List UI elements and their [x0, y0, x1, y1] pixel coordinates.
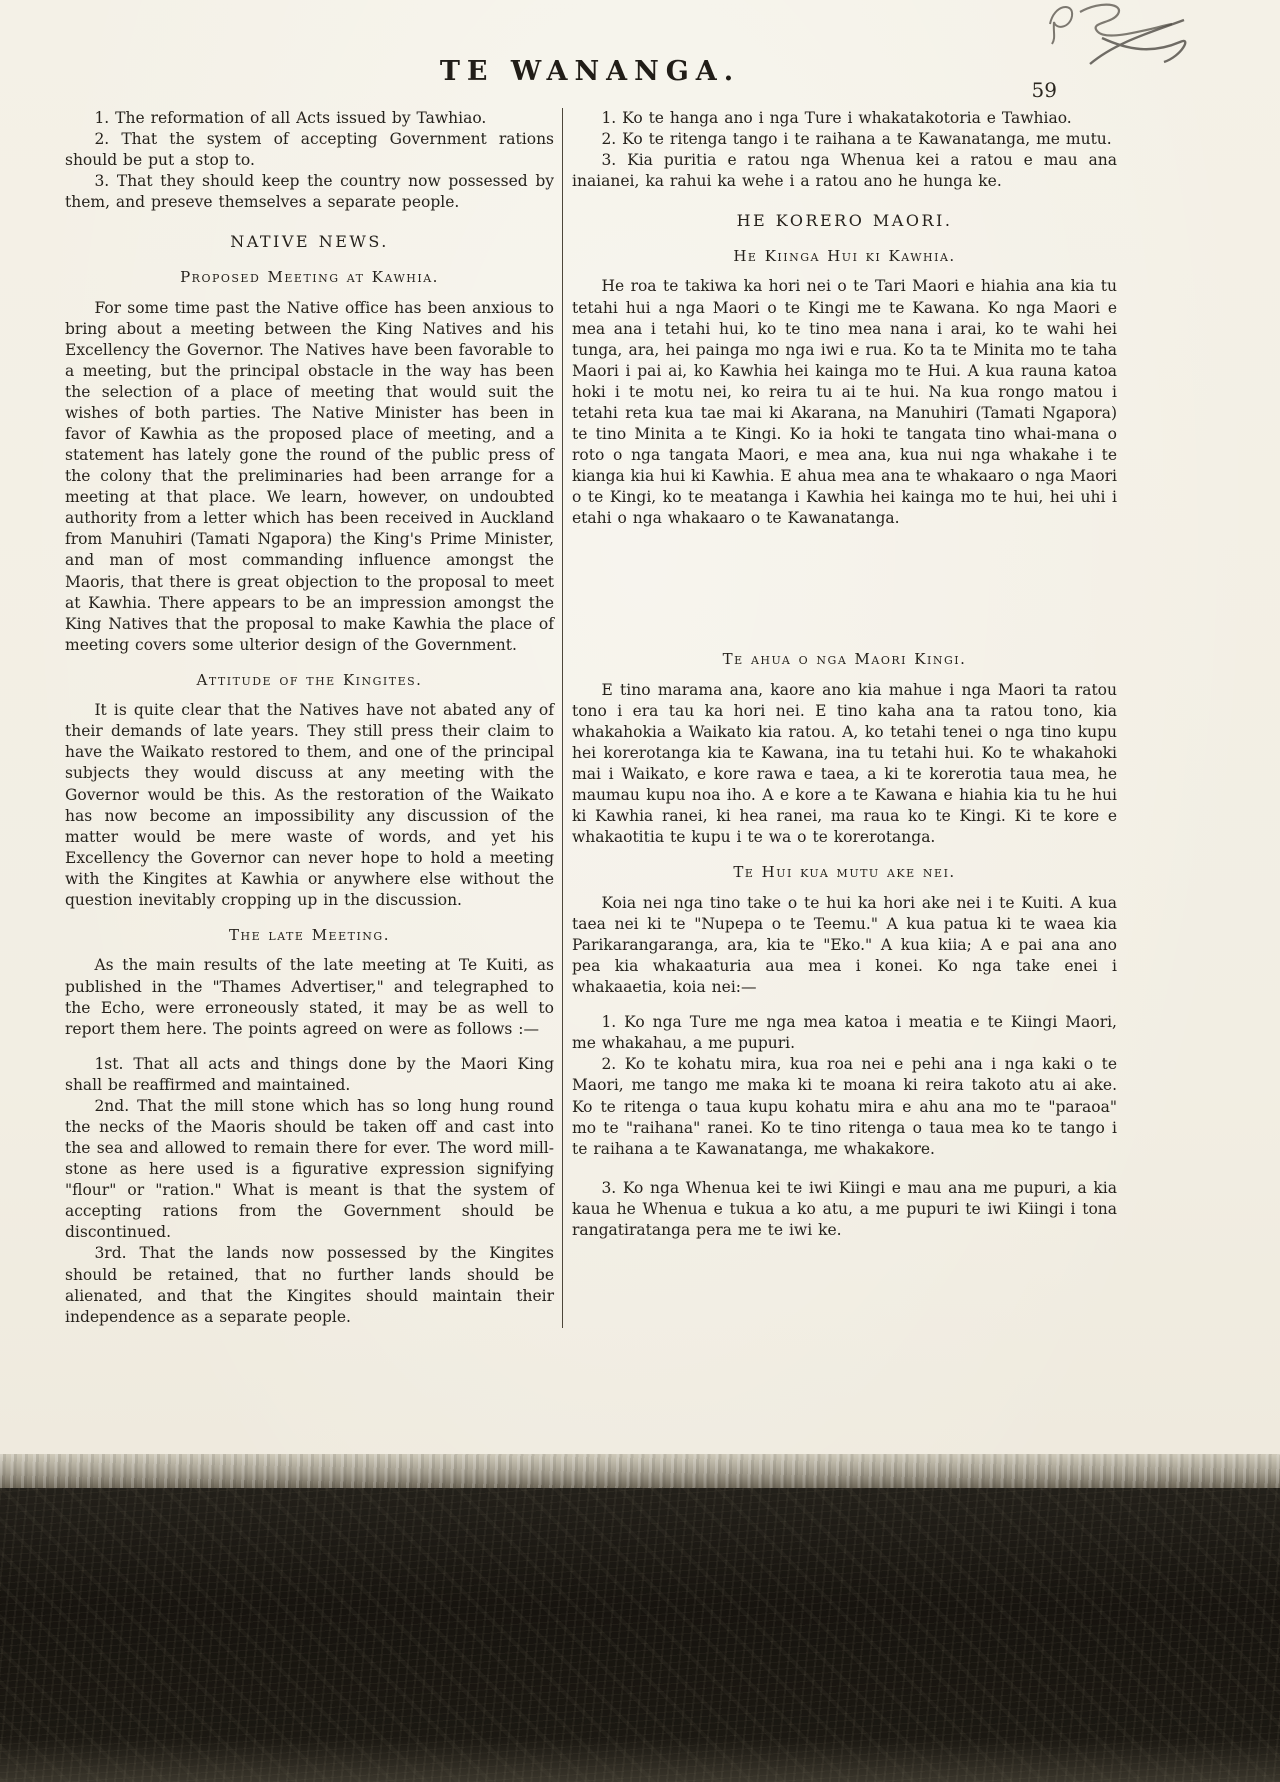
- resolution-item: 3. That they should keep the country now possessed by them, and preseve themselves a separate people.: [65, 172, 554, 212]
- resolution-item: 1. Ko te hanga ano i nga Ture i whakatakotoria e Tawhiao.: [601, 109, 1072, 127]
- article-paragraph: Koia nei nga tino take o te hui ka hori ake nei i te Kuiti. A kua taea nei ki te "Nupepa o te Teemu." A kua patua ki te waea kia Parikarangaranga, ara, kia te "Eko." A kua kiia; A e pai ana ano pea kia whakaaturia aua mea i konei. Ko nga take enei i whakaaetia, koia nei:—: [572, 893, 1117, 997]
- section-heading-he-korero-maori: HE KORERO MAORI.: [736, 211, 953, 231]
- meeting-point: 1. Ko nga Ture me nga mea katoa i meatia e te Kiingi Maori, me whakahau, a me pupuri.: [572, 1013, 1117, 1053]
- article-paragraph: It is quite clear that the Natives have not abated any of their demands of late years. They still press their claim to have the Waikato restored to them, and one of the principal subjects they would discuss at any meeting with the Governor would be this. As the restoration of the Waikato has now become an impossibility any discussion of the matter would be mere waste of words, and yet his Excellency the Governor can never hope to hold a meeting with the Kingites at Kawhia or anywhere else without the question inevitably cropping up in the discussion.: [65, 701, 554, 909]
- article-paragraph: As the main results of the late meeting at Te Kuiti, as published in the "Thames Advertiser," and telegraphed to the Echo, were erroneously stated, it may be as well to report them here. The points agreed on were as follows :—: [65, 956, 554, 1038]
- masthead-title: TE WANANGA.: [439, 56, 741, 87]
- left-column-english: [65, 108, 562, 1328]
- article-columns: [65, 108, 1117, 1328]
- page-number: 59: [1031, 78, 1057, 102]
- meeting-point: 3rd. That the lands now possessed by the Kingites should be retained, that no further lands should be alienated, and that the Kingites should maintain their independence as a separate people.: [65, 1244, 554, 1326]
- page-header: [65, 56, 1115, 106]
- section-subheading-proposed-meeting: Proposed Meeting at Kawhia.: [180, 268, 439, 287]
- resolution-item: 3. Kia puritia e ratou nga Whenua kei a ratou e mau ana inaianei, ka rahui ka wehe i a ratou ano he hunga ke.: [572, 151, 1117, 191]
- section-subheading-te-ahua: Te ahua o nga Maori Kingi.: [722, 650, 967, 669]
- section-heading-native-news: NATIVE NEWS.: [230, 232, 389, 252]
- article-paragraph: E tino marama ana, kaore ano kia mahue i nga Maori ta ratou tono i era tau ka hori nei. E tino kaha ana ta ratou tono, kia whakahokia a Waikato kia ratou. A, ko tetahi tenei o nga tino kupu hei korerotanga kia te Kawana, ina tu tetahi hui. Ko te whakahoki mai i Waikato, e kore rawa e taea, a ki te korerotia taua mea, he maumau kupu noa iho. A e kore a te Kawana e hiahia kia tu he hui ki Kawhia ranei, ki hea ranei, ma raua ko te Kingi. Ki te kore e whakaotitia te kupu i te wa o te korerotanga.: [572, 680, 1117, 847]
- meeting-point: 1st. That all acts and things done by the Maori King shall be reaffirmed and maintained.: [65, 1054, 554, 1094]
- section-subheading-he-kiinga-hui: He Kiinga Hui ki Kawhia.: [733, 247, 956, 266]
- scan-torn-edge: [0, 1454, 1280, 1782]
- scan-edge-dark-strip: [0, 1488, 1280, 1782]
- article-paragraph: For some time past the Native office has been anxious to bring about a meeting between the King Natives and his Excellency the Governor. The Natives have been favorable to a meeting, but the principal obstacle in the way has been the selection of a place of meeting that would suit the wishes of both parties. The Native Minister has been in favor of Kawhia as the proposed place of meeting, and a statement has lately gone the round of the public press of the colony that the preliminaries had been arrange for a meeting at that place. We learn, however, on undoubted authority from a letter which has been received in Auckland from Manuhiri (Tamati Ngapora) the King's Prime Minister, and man of most commanding influence amongst the Maoris, that there is great objection to the proposal to meet at Kawhia. There appears to be an impression amongst the King Natives that the proposal to make Kawhia the place of meeting covers some ulterior design of the Government.: [65, 298, 554, 654]
- right-column-maori: [562, 108, 1117, 1328]
- scan-edge-gray-strip: [0, 1454, 1280, 1488]
- section-subheading-attitude-kingites: Attitude of the Kingites.: [196, 670, 423, 689]
- resolution-item: 2. That the system of accepting Government rations should be put a stop to.: [65, 130, 554, 170]
- meeting-point: 2nd. That the mill stone which has so long hung round the necks of the Maoris should be taken off and cast into the sea and allowed to remain there for ever. The word mill-stone as here used is a figurative expression signifying "flour" or "ration." What is meant is that the system of accepting rations from the Government should be discontinued.: [65, 1096, 554, 1242]
- resolution-item: 1. The reformation of all Acts issued by Tawhiao.: [94, 109, 487, 127]
- meeting-point: 2. Ko te kohatu mira, kua roa nei e pehi ana i nga kaki o te Maori, me tango me maka ki te moana ki reira takoto atu ai ake. Ko te ritenga o taua kupu kohatu mira e ahu ana mo te "paraoa" mo te "raihana" ranei. Ko te tino ritenga o taua mea ko te tango i te raihana a te Kawanatanga, me whakakore.: [572, 1055, 1117, 1158]
- section-subheading-late-meeting: The late Meeting.: [229, 926, 390, 945]
- resolution-item: 2. Ko te ritenga tango i te raihana a te Kawanatanga, me mutu.: [601, 130, 1112, 149]
- meeting-point: 3. Ko nga Whenua kei te iwi Kiingi e mau ana me pupuri, a kia kaua he Whenua e tukua a ko atu, a me pupuri te iwi Kiingi i tona rangatiratanga pera me te iwi ke.: [572, 1178, 1117, 1239]
- section-subheading-te-hui: Te Hui kua mutu ake nei.: [733, 863, 956, 882]
- article-paragraph: He roa te takiwa ka hori nei o te Tari Maori e hiahia ana kia tu tetahi hui a nga Maori o te Kingi me te Kawana. Ko nga Maori e mea ana i tetahi hui, ko te tino mea nana i arai, ko te wahi hei tunga, ara, hei painga mo nga iwi e rua. Ko ta te Minita mo te taha Maori i pai ai, ko Kawhia hei kainga mo te Hui. A kua rauna katoa hoki i te motu nei, ko reira tu ai te hui. Na kua rongo matou i tetahi reta kua tae mai ki Akarana, na Manuhiri (Tamati Ngapora) te tino Minita a te Kingi. Ko ia hoki te tangata tino whai-mana o roto o nga tangata Maori, e mea ana, kua nui nga whakahe i te kianga kia hui ki Kawhia. E ahua mea ana te whakaaro o nga Maori o te Kingi, ko te meatanga i Kawhia hei kainga mo te hui, hei uhi i etahi o nga whakaaro o te Kawanatanga.: [572, 277, 1117, 528]
